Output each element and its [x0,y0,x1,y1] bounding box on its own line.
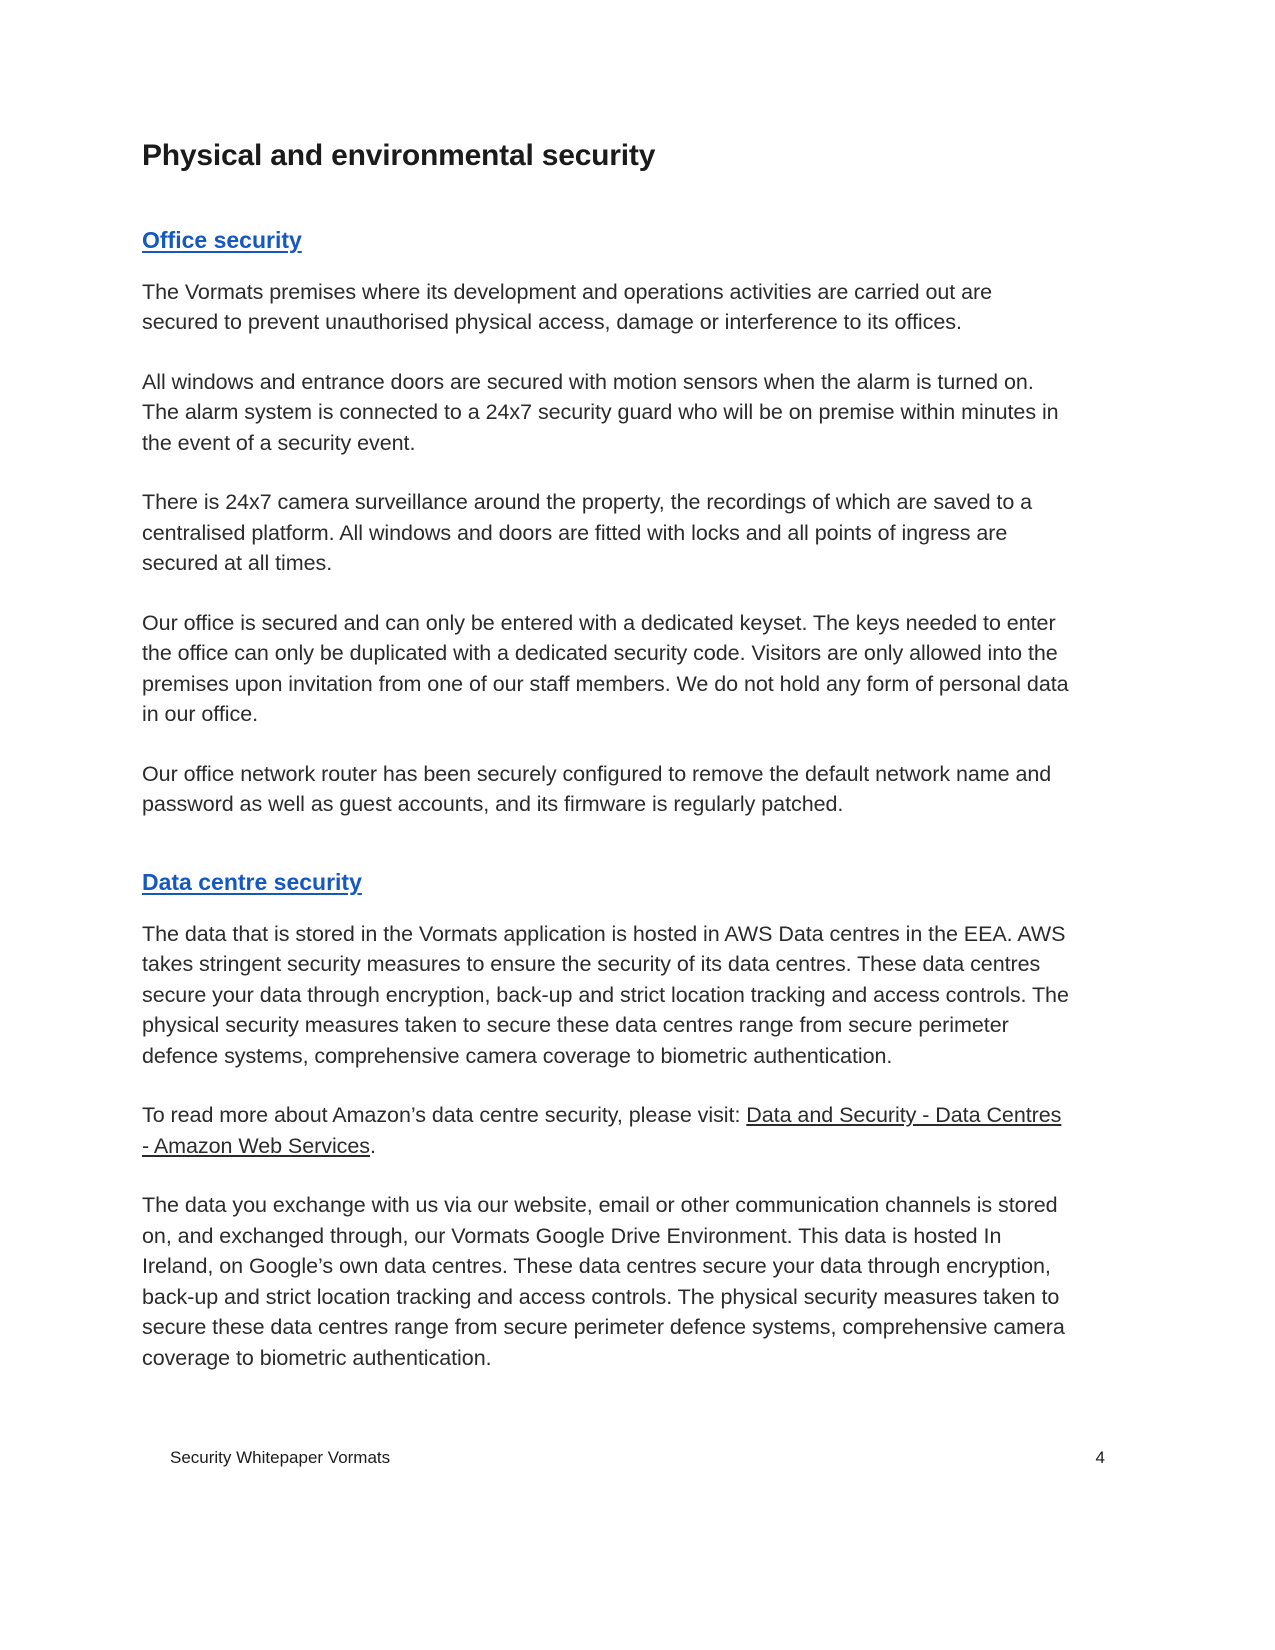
page-footer [170,1448,1105,1468]
section-heading-office-security[interactable]: Office security [142,227,302,253]
footer-document-label: Security Whitepaper Vormats [170,1448,391,1467]
link-lead-text: To read more about Amazon’s data centre security, please visit: [142,1103,747,1128]
aws-data-security-link[interactable]: Data and Security - Data Centres - Amazon Web Services [142,1103,1062,1158]
paragraph-aws-link [142,1100,1072,1161]
page-title: Physical and environmental security [142,139,656,172]
paragraph-camera-surveillance: There is 24x7 camera surveillance around the property, the recordings of which are saved to a centralised platform. All windows and doors are fitted with locks and all points of ingress are secured at all times. [142,490,1033,576]
link-trailing-text: . [369,1133,376,1158]
footer-page-number: 4 [1095,1448,1105,1467]
document-content [142,138,1072,1373]
paragraph-aws-data-centres: The data that is stored in the Vormats application is hosted in AWS Data centres in the EEA. AWS takes stringent security measures to ensure the security of its data centres. These data centres secure your data through encryption, back-up and strict location tracking and access controls. The physical security measures taken to secure these data centres range from secure perimeter defence systems, comprehensive camera coverage to biometric authentication. [142,921,1069,1068]
section-heading-data-centre-security[interactable]: Data centre security [142,868,362,895]
paragraph-premises: The Vormats premises where its development and operations activities are carried out are secured to prevent unauthorised physical access, damage or interference to its offices. [142,279,993,335]
paragraph-network-router: Our office network router has been securely configured to remove the default network name and password as well as guest accounts, and its firmware is regularly patched. [142,761,1052,817]
paragraph-google-drive-environment: The data you exchange with us via our website, email or other communication channels is stored on, and exchanged through, our Vormats Google Drive Environment. This data is hosted In Ireland, on Google’s own data centres. These data centres secure your data through encryption, back-up and strict location tracking and access controls. The physical security measures taken to secure these data centres range from secure perimeter defence systems, comprehensive camera coverage to biometric authentication. [142,1193,1065,1370]
section-data-centre-security [142,868,1072,919]
paragraph-alarm-sensors: All windows and entrance doors are secured with motion sensors when the alarm is turned on. The alarm system is connected to a 24x7 security guard who will be on premise within minutes in the event of a security event. [142,369,1059,455]
section-office-security [142,226,1072,277]
paragraph-keyset-access: Our office is secured and can only be entered with a dedicated keyset. The keys needed to enter the office can only be duplicated with a dedicated security code. Visitors are only allowed into the premises upon invitation from one of our staff members. We do not hold any form of personal data in our office. [142,610,1069,727]
